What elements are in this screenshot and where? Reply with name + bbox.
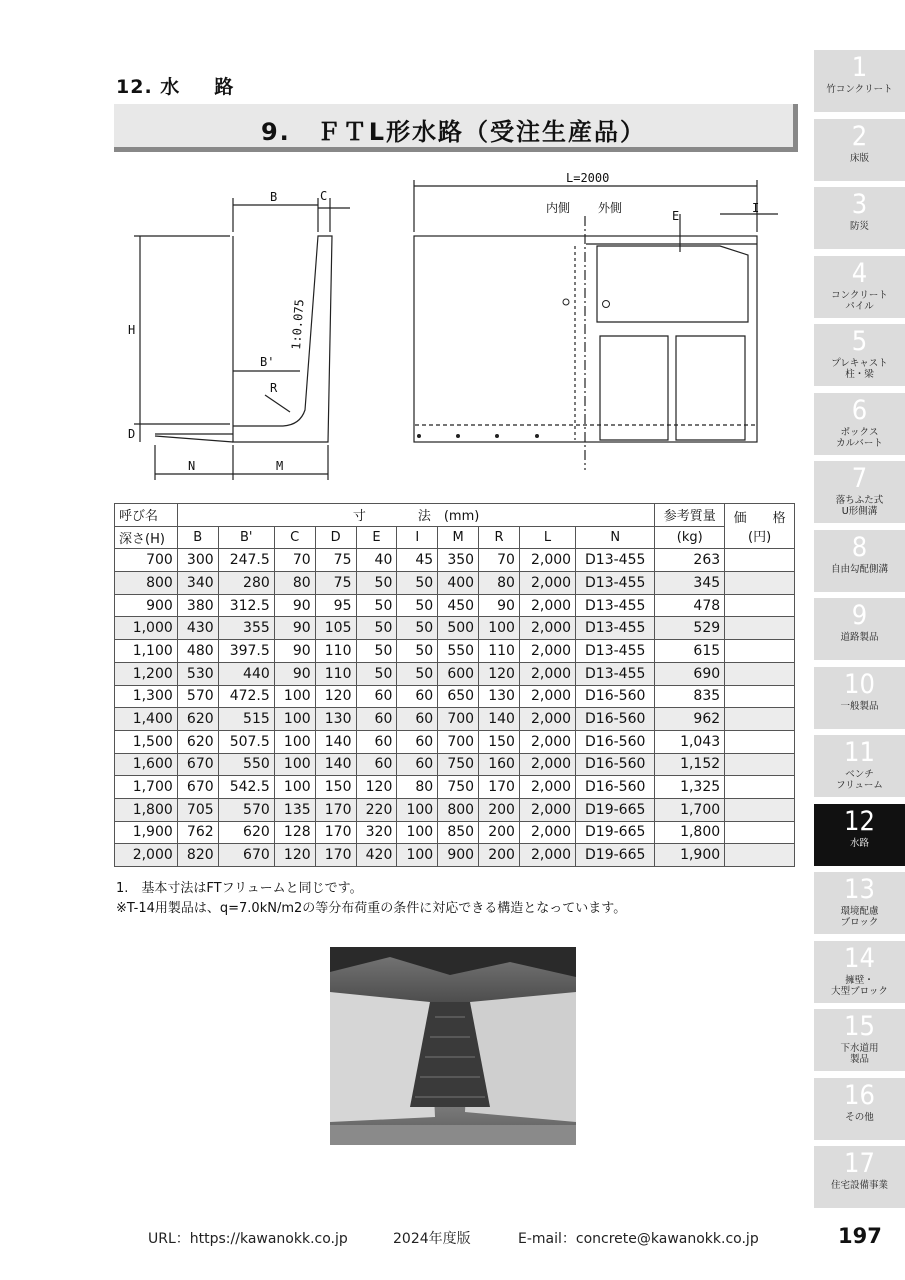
table-cell: 2,000 <box>519 572 575 595</box>
table-cell: 1,152 <box>655 753 725 776</box>
table-cell <box>725 708 795 731</box>
table-cell: 70 <box>274 549 315 572</box>
table-cell: 800 <box>438 798 479 821</box>
table-cell: 75 <box>315 549 356 572</box>
table-cell <box>725 617 795 640</box>
table-cell: 110 <box>479 640 520 663</box>
table-cell: D19-665 <box>576 844 655 867</box>
table-cell: 320 <box>356 821 397 844</box>
table-cell: 40 <box>356 549 397 572</box>
table-row <box>115 662 795 685</box>
header-col: D <box>315 526 356 549</box>
header-col: R <box>479 526 520 549</box>
table-row <box>115 549 795 572</box>
table-cell: 380 <box>177 594 218 617</box>
table-cell: 550 <box>218 753 274 776</box>
table-cell: D13-455 <box>576 640 655 663</box>
page-title: 9. ＦＴL形水路（受注生産品） <box>260 118 647 146</box>
tab-chapter-11[interactable] <box>814 735 905 797</box>
tab-number: 3 <box>851 189 868 220</box>
table-cell: 355 <box>218 617 274 640</box>
table-cell: 100 <box>274 730 315 753</box>
tab-label: 道路製品 <box>840 632 879 643</box>
table-cell: 60 <box>397 753 438 776</box>
table-cell: 2,000 <box>519 844 575 867</box>
table-cell: 280 <box>218 572 274 595</box>
table-cell: 1,200 <box>115 662 178 685</box>
header-col: I <box>397 526 438 549</box>
tab-label: 落ちふた式 U形側溝 <box>835 495 884 517</box>
table-cell: 962 <box>655 708 725 731</box>
table-cell: 800 <box>115 572 178 595</box>
table-cell <box>725 776 795 799</box>
table-cell: D16-560 <box>576 685 655 708</box>
table-cell: 130 <box>479 685 520 708</box>
table-cell: 120 <box>274 844 315 867</box>
table-row <box>115 572 795 595</box>
tab-chapter-5[interactable] <box>814 324 905 386</box>
table-cell: 150 <box>479 730 520 753</box>
table-cell <box>725 798 795 821</box>
tab-number: 15 <box>844 1011 875 1042</box>
table-cell: D13-455 <box>576 549 655 572</box>
table-cell: 397.5 <box>218 640 274 663</box>
tab-label: 住宅設備事業 <box>830 1180 888 1191</box>
table-cell: D19-665 <box>576 798 655 821</box>
table-cell: 440 <box>218 662 274 685</box>
table-row <box>115 594 795 617</box>
table-cell: 1,000 <box>115 617 178 640</box>
table-cell: 750 <box>438 776 479 799</box>
header-col: E <box>356 526 397 549</box>
tab-label: 自由勾配側溝 <box>830 563 888 575</box>
table-row <box>115 776 795 799</box>
tab-chapter-9[interactable] <box>814 598 905 660</box>
label-inner: 内側 <box>546 201 571 215</box>
table-cell: 430 <box>177 617 218 640</box>
table-cell: 2,000 <box>519 798 575 821</box>
table-cell: 350 <box>438 549 479 572</box>
table-cell: 80 <box>479 572 520 595</box>
tab-label: その他 <box>845 1111 874 1123</box>
dim-D: D <box>128 427 136 441</box>
table-cell: 620 <box>177 708 218 731</box>
table-cell <box>725 640 795 663</box>
table-cell: D13-455 <box>576 594 655 617</box>
table-cell: 140 <box>315 753 356 776</box>
table-row <box>115 844 795 867</box>
table-cell: 690 <box>655 662 725 685</box>
table-row <box>115 730 795 753</box>
dim-slope: 1:0.075 <box>289 298 307 351</box>
table-cell: 300 <box>177 549 218 572</box>
table-cell: D16-560 <box>576 753 655 776</box>
spec-table <box>114 503 795 867</box>
dim-E: E <box>672 209 680 223</box>
table-cell: 480 <box>177 640 218 663</box>
tab-chapter-13[interactable] <box>814 872 905 934</box>
table-row <box>115 798 795 821</box>
header-col: M <box>438 526 479 549</box>
page-number: 197 <box>838 1224 882 1248</box>
tab-number: 6 <box>851 394 868 426</box>
tab-number: 10 <box>844 668 875 700</box>
table-cell: 135 <box>274 798 315 821</box>
table-cell: D16-560 <box>576 776 655 799</box>
table-cell: 340 <box>177 572 218 595</box>
tab-number: 5 <box>851 326 868 357</box>
table-cell: 472.5 <box>218 685 274 708</box>
table-cell: 220 <box>356 798 397 821</box>
table-cell: 478 <box>655 594 725 617</box>
table-cell: 450 <box>438 594 479 617</box>
tab-label: 竹コンクリート <box>826 84 893 95</box>
table-cell: 2,000 <box>519 617 575 640</box>
table-cell: 542.5 <box>218 776 274 799</box>
table-cell: 50 <box>356 572 397 595</box>
tab-label: 環境配慮 ブロック <box>840 906 879 928</box>
table-cell: 100 <box>274 776 315 799</box>
tab-label: 一般製品 <box>840 700 879 712</box>
table-cell: 50 <box>397 662 438 685</box>
table-cell: 120 <box>315 685 356 708</box>
tab-chapter-10[interactable] <box>814 667 905 729</box>
table-cell: 50 <box>356 662 397 685</box>
table-cell: 420 <box>356 844 397 867</box>
note-1: 1. 基本寸法はFTフリュームと同じです。 <box>116 881 363 896</box>
table-cell: 700 <box>438 730 479 753</box>
tab-label: コンクリート パイル <box>831 289 888 312</box>
table-cell: 650 <box>438 685 479 708</box>
section-name-2: 路 <box>214 76 235 98</box>
table-cell: 50 <box>397 640 438 663</box>
table-cell: 507.5 <box>218 730 274 753</box>
table-cell: 2,000 <box>519 821 575 844</box>
tab-chapter-8[interactable] <box>814 530 905 592</box>
table-cell: 1,800 <box>655 821 725 844</box>
tab-chapter-3[interactable] <box>814 187 905 249</box>
table-cell: 615 <box>655 640 725 663</box>
table-cell: D16-560 <box>576 708 655 731</box>
tab-label: 水路 <box>849 837 869 849</box>
tab-number: 4 <box>851 257 868 289</box>
header-col: B' <box>218 526 274 549</box>
table-cell: D13-455 <box>576 662 655 685</box>
table-cell: D13-455 <box>576 572 655 595</box>
tab-chapter-4[interactable] <box>814 256 905 318</box>
table-cell: 850 <box>438 821 479 844</box>
table-cell: 50 <box>397 572 438 595</box>
table-cell: 670 <box>177 776 218 799</box>
technical-drawing <box>0 0 800 490</box>
table-cell: 700 <box>438 708 479 731</box>
table-cell: 50 <box>397 617 438 640</box>
table-cell: 1,325 <box>655 776 725 799</box>
table-cell: 762 <box>177 821 218 844</box>
table-cell: 530 <box>177 662 218 685</box>
table-cell: 70 <box>479 549 520 572</box>
table-cell <box>725 685 795 708</box>
table-cell: 2,000 <box>519 640 575 663</box>
table-cell: 50 <box>356 594 397 617</box>
table-cell: 1,600 <box>115 753 178 776</box>
table-cell: 100 <box>397 821 438 844</box>
table-row <box>115 617 795 640</box>
table-cell <box>725 572 795 595</box>
table-cell: 105 <box>315 617 356 640</box>
header-mass: 参考質量 <box>655 504 725 527</box>
table-cell: 60 <box>356 730 397 753</box>
table-cell: 50 <box>356 617 397 640</box>
table-cell: 90 <box>274 617 315 640</box>
table-cell: 400 <box>438 572 479 595</box>
tab-number: 9 <box>851 600 868 631</box>
table-cell: 60 <box>356 685 397 708</box>
table-cell: 60 <box>397 708 438 731</box>
tab-number: 2 <box>851 120 868 152</box>
table-cell: 1,100 <box>115 640 178 663</box>
header-price: 価 格 (円) <box>725 504 795 549</box>
table-cell <box>725 821 795 844</box>
table-cell: 2,000 <box>519 549 575 572</box>
table-cell: 100 <box>397 844 438 867</box>
dim-C: C <box>320 189 328 203</box>
table-cell: 110 <box>315 640 356 663</box>
tab-label: ボックス カルバート <box>836 426 883 449</box>
table-cell: 50 <box>356 640 397 663</box>
dim-N: N <box>188 459 196 473</box>
table-cell: 263 <box>655 549 725 572</box>
table-cell: 900 <box>115 594 178 617</box>
table-cell: 60 <box>397 730 438 753</box>
section-name-1: 水 <box>160 76 181 98</box>
table-cell: 1,900 <box>115 821 178 844</box>
table-cell: 600 <box>438 662 479 685</box>
table-cell: 1,500 <box>115 730 178 753</box>
table-cell: 500 <box>438 617 479 640</box>
label-outer: 外側 <box>598 201 623 215</box>
table-cell <box>725 730 795 753</box>
table-cell: 75 <box>315 572 356 595</box>
table-cell: 820 <box>177 844 218 867</box>
dim-L: L=2000 <box>566 171 610 185</box>
table-cell: D16-560 <box>576 730 655 753</box>
header-col: L <box>519 526 575 549</box>
tab-number: 7 <box>851 463 868 494</box>
table-cell: 570 <box>218 798 274 821</box>
table-cell: 100 <box>274 685 315 708</box>
tab-label: 床版 <box>849 152 869 164</box>
table-cell: D19-665 <box>576 821 655 844</box>
table-cell: 120 <box>479 662 520 685</box>
table-cell: 200 <box>479 798 520 821</box>
tab-number: 17 <box>844 1148 875 1179</box>
table-row <box>115 640 795 663</box>
table-cell <box>725 844 795 867</box>
table-cell: 620 <box>177 730 218 753</box>
dim-R: R <box>270 381 278 395</box>
table-cell: 90 <box>274 594 315 617</box>
note-2: ※T-14用製品は、q=7.0kN/m2の等分布荷重の条件に対応できる構造となっています。 <box>116 901 627 916</box>
tab-number: 13 <box>844 874 875 905</box>
table-cell: 835 <box>655 685 725 708</box>
table-cell: 170 <box>315 821 356 844</box>
tab-chapter-15[interactable] <box>814 1009 905 1071</box>
cross-section-outline <box>233 236 332 442</box>
table-cell: 60 <box>356 753 397 776</box>
table-cell: 247.5 <box>218 549 274 572</box>
table-cell: 1,700 <box>655 798 725 821</box>
table-cell: 90 <box>479 594 520 617</box>
table-cell: 515 <box>218 708 274 731</box>
table-cell: 200 <box>479 821 520 844</box>
tab-number: 1 <box>851 52 868 83</box>
table-cell: 1,400 <box>115 708 178 731</box>
tab-number: 8 <box>851 531 868 563</box>
table-cell: 700 <box>115 549 178 572</box>
tab-label: 防災 <box>849 221 869 232</box>
tab-label: プレキャスト 柱・梁 <box>831 358 888 380</box>
table-cell: 50 <box>397 594 438 617</box>
table-cell: 128 <box>274 821 315 844</box>
tab-number: 14 <box>844 942 875 974</box>
table-cell: 140 <box>315 730 356 753</box>
table-row <box>115 685 795 708</box>
table-cell: 100 <box>274 753 315 776</box>
tab-number: 11 <box>844 737 875 768</box>
dim-H: H <box>128 323 136 337</box>
table-cell: 670 <box>218 844 274 867</box>
table-cell: 345 <box>655 572 725 595</box>
table-cell: 2,000 <box>519 708 575 731</box>
table-cell: 45 <box>397 549 438 572</box>
section-number: 12. <box>116 76 153 98</box>
table-cell: 80 <box>397 776 438 799</box>
table-cell <box>725 594 795 617</box>
table-cell: 550 <box>438 640 479 663</box>
table-cell: 95 <box>315 594 356 617</box>
table-cell: 110 <box>315 662 356 685</box>
table-cell: 2,000 <box>115 844 178 867</box>
header-mass-unit: (kg) <box>655 526 725 549</box>
dim-M: M <box>276 459 284 473</box>
tab-chapter-6[interactable] <box>814 393 905 455</box>
table-cell: 60 <box>356 708 397 731</box>
table-cell: 170 <box>479 776 520 799</box>
table-cell: 900 <box>438 844 479 867</box>
table-cell: 1,300 <box>115 685 178 708</box>
dim-B: B <box>270 190 278 204</box>
table-cell: 312.5 <box>218 594 274 617</box>
tab-chapter-17[interactable] <box>814 1146 905 1208</box>
header-col: C <box>274 526 315 549</box>
tab-number: 16 <box>844 1079 875 1111</box>
table-cell: 90 <box>274 662 315 685</box>
table-cell: 60 <box>397 685 438 708</box>
table-row <box>115 821 795 844</box>
table-cell: 120 <box>356 776 397 799</box>
table-cell: 1,043 <box>655 730 725 753</box>
tab-number: 12 <box>844 805 875 837</box>
dim-Bp: B' <box>260 355 275 369</box>
table-cell <box>725 549 795 572</box>
table-cell <box>725 662 795 685</box>
header-depth: 深さ(H) <box>115 526 178 549</box>
tab-label: 擁壁・ 大型ブロック <box>831 974 888 997</box>
header-sunpo: 寸 法 (mm) <box>177 504 655 527</box>
table-cell: 130 <box>315 708 356 731</box>
tab-label: 下水道用 製品 <box>840 1043 879 1065</box>
table-cell: 2,000 <box>519 776 575 799</box>
table-cell: 100 <box>397 798 438 821</box>
tab-chapter-12[interactable] <box>814 804 905 866</box>
tab-chapter-2[interactable] <box>814 119 905 181</box>
table-row <box>115 753 795 776</box>
table-cell: 150 <box>315 776 356 799</box>
table-cell: 170 <box>315 798 356 821</box>
table-cell: 529 <box>655 617 725 640</box>
table-cell: 2,000 <box>519 730 575 753</box>
table-cell: D13-455 <box>576 617 655 640</box>
table-cell: 160 <box>479 753 520 776</box>
table-cell: 170 <box>315 844 356 867</box>
tab-chapter-7[interactable] <box>814 461 905 523</box>
table-cell: 1,900 <box>655 844 725 867</box>
tab-label: ベンチ フリューム <box>836 769 883 791</box>
table-cell: 100 <box>274 708 315 731</box>
table-cell: 570 <box>177 685 218 708</box>
header-yobina: 呼び名 <box>115 504 178 527</box>
table-cell: 1,800 <box>115 798 178 821</box>
table-cell: 620 <box>218 821 274 844</box>
table-cell: 2,000 <box>519 662 575 685</box>
table-cell: 750 <box>438 753 479 776</box>
table-cell: 705 <box>177 798 218 821</box>
footer-edition: 2024年度版 <box>393 1231 471 1247</box>
table-cell: 2,000 <box>519 594 575 617</box>
header-col: N <box>576 526 655 549</box>
footer-email: E-mail：concrete@kawanokk.co.jp <box>518 1231 759 1247</box>
table-cell: 670 <box>177 753 218 776</box>
tab-chapter-16[interactable] <box>814 1078 905 1140</box>
installation-photo <box>330 947 576 1145</box>
table-cell: 90 <box>274 640 315 663</box>
table-cell: 100 <box>479 617 520 640</box>
table-cell: 80 <box>274 572 315 595</box>
table-cell: 2,000 <box>519 753 575 776</box>
table-row <box>115 708 795 731</box>
notes <box>116 879 626 919</box>
footer-url: URL：https://kawanokk.co.jp <box>148 1231 348 1247</box>
dim-I: I <box>752 201 760 215</box>
table-cell: 1,700 <box>115 776 178 799</box>
table-cell: 2,000 <box>519 685 575 708</box>
table-cell <box>725 753 795 776</box>
tab-chapter-14[interactable] <box>814 941 905 1003</box>
tab-chapter-1[interactable] <box>814 50 905 112</box>
table-cell: 140 <box>479 708 520 731</box>
header-col: B <box>177 526 218 549</box>
table-cell: 200 <box>479 844 520 867</box>
